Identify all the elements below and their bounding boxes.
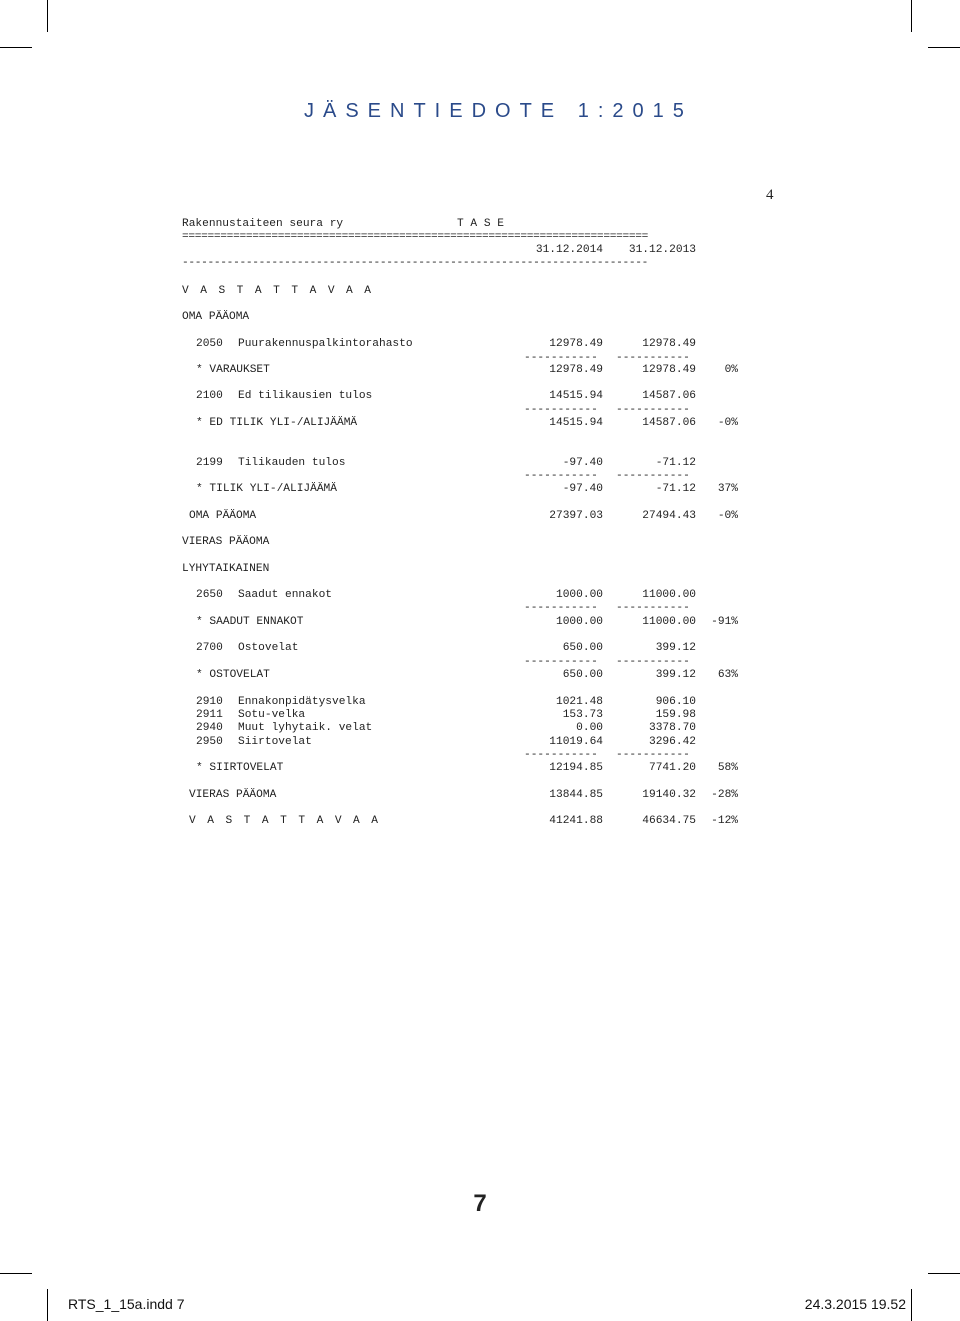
value-2013: -71.12 <box>655 457 696 469</box>
change-percent: -0% <box>717 417 738 429</box>
account-code: 2050 <box>196 338 223 350</box>
crop-mark <box>911 1289 912 1321</box>
row-label: Ed tilikausien tulos <box>238 390 373 402</box>
row-label: * TILIK YLI-/ALIJÄÄMÄ <box>196 483 337 495</box>
row-label: Saadut ennakot <box>238 589 332 601</box>
value-2013: 19140.32 <box>642 789 696 801</box>
subtotal-rule: ----------- <box>616 656 690 668</box>
account-code: 2100 <box>196 390 223 402</box>
value-2013: 12978.49 <box>642 338 696 350</box>
value-2013: 906.10 <box>655 696 696 708</box>
subtotal-rule: ----------- <box>524 602 598 614</box>
account-code: 2911 <box>196 709 223 721</box>
subtotal-rule: ----------- <box>524 470 598 482</box>
newsletter-header: JÄSENTIEDOTE 1:2015 <box>304 100 693 122</box>
double-rule: ========================================================================= <box>182 231 649 243</box>
page-number: 7 <box>473 1190 487 1217</box>
change-percent: 58% <box>717 762 738 774</box>
change-percent: 37% <box>717 483 738 495</box>
value-2013: 3296.42 <box>649 736 696 748</box>
value-2014: 13844.85 <box>549 789 603 801</box>
subtotal-rule: ----------- <box>524 749 598 761</box>
row-label: Ennakonpidätysvelka <box>238 696 366 708</box>
account-code: 2950 <box>196 736 223 748</box>
value-2013: 3378.70 <box>649 722 696 734</box>
subtotal-rule: ----------- <box>616 749 690 761</box>
value-2013: 14587.06 <box>642 417 696 429</box>
account-code: 2650 <box>196 589 223 601</box>
value-2013: 27494.43 <box>642 510 696 522</box>
subtotal-rule: ----------- <box>616 602 690 614</box>
crop-mark <box>928 47 960 48</box>
account-code: 2199 <box>196 457 223 469</box>
subtotal-rule: ----------- <box>616 470 690 482</box>
crop-mark <box>0 1273 32 1274</box>
subtotal-rule: ----------- <box>616 404 690 416</box>
row-label: Muut lyhytaik. velat <box>238 722 373 734</box>
value-2013: 159.98 <box>655 709 696 721</box>
value-2014: 11019.64 <box>549 736 603 748</box>
row-label: OMA PÄÄOMA <box>182 311 250 323</box>
value-2013: -71.12 <box>655 483 696 495</box>
crop-mark <box>47 0 48 32</box>
value-2014: 1021.48 <box>556 696 603 708</box>
account-code: 2940 <box>196 722 223 734</box>
value-2014: 27397.03 <box>549 510 603 522</box>
value-2013: 399.12 <box>655 669 696 681</box>
row-label: * SAADUT ENNAKOT <box>196 616 304 628</box>
row-label: V A S T A T T A V A A <box>189 815 381 827</box>
value-2013: 11000.00 <box>642 616 696 628</box>
value-2014: 41241.88 <box>549 815 603 827</box>
value-2014: 14515.94 <box>549 390 603 402</box>
column-date-2014: 31.12.2014 <box>535 244 603 256</box>
value-2013: 399.12 <box>655 642 696 654</box>
footer-file: RTS_1_15a.indd 7 <box>68 1296 185 1312</box>
row-label: OMA PÄÄOMA <box>189 510 257 522</box>
value-2014: 650.00 <box>562 642 603 654</box>
value-2014: -97.40 <box>562 457 603 469</box>
crop-mark <box>0 47 32 48</box>
crop-mark <box>928 1273 960 1274</box>
row-label: VIERAS PÄÄOMA <box>189 789 277 801</box>
report-title: T A S E <box>457 218 504 230</box>
footer-timestamp: 24.3.2015 19.52 <box>804 1296 906 1312</box>
single-rule: ------------------------------------------------------------------------- <box>182 257 649 269</box>
subtotal-rule: ----------- <box>524 352 598 364</box>
row-label: LYHYTAIKAINEN <box>182 563 270 575</box>
value-2014: 650.00 <box>562 669 603 681</box>
crop-mark <box>911 0 912 32</box>
change-percent: -0% <box>717 510 738 522</box>
value-2014: 12978.49 <box>549 364 603 376</box>
value-2014: 153.73 <box>562 709 603 721</box>
change-percent: -91% <box>711 616 738 628</box>
side-number: 4 <box>766 187 774 203</box>
row-label: Tilikauden tulos <box>238 457 346 469</box>
account-code: 2910 <box>196 696 223 708</box>
subtotal-rule: ----------- <box>524 656 598 668</box>
row-label: Sotu-velka <box>238 709 306 721</box>
org-name: Rakennustaiteen seura ry <box>182 218 344 230</box>
row-label: * ED TILIK YLI-/ALIJÄÄMÄ <box>196 417 358 429</box>
row-label: V A S T A T T A V A A <box>182 285 374 297</box>
value-2013: 7741.20 <box>649 762 696 774</box>
change-percent: 0% <box>724 364 738 376</box>
subtotal-rule: ----------- <box>616 352 690 364</box>
value-2014: 0.00 <box>576 722 603 734</box>
subtotal-rule: ----------- <box>524 404 598 416</box>
row-label: * VARAUKSET <box>196 364 270 376</box>
value-2013: 46634.75 <box>642 815 696 827</box>
value-2014: -97.40 <box>562 483 603 495</box>
value-2014: 12978.49 <box>549 338 603 350</box>
change-percent: -12% <box>711 815 738 827</box>
row-label: Siirtovelat <box>238 736 312 748</box>
value-2014: 1000.00 <box>556 589 603 601</box>
crop-mark <box>47 1289 48 1321</box>
value-2013: 14587.06 <box>642 390 696 402</box>
row-label: Ostovelat <box>238 642 299 654</box>
value-2013: 12978.49 <box>642 364 696 376</box>
account-code: 2700 <box>196 642 223 654</box>
value-2013: 11000.00 <box>642 589 696 601</box>
value-2014: 12194.85 <box>549 762 603 774</box>
change-percent: 63% <box>717 669 738 681</box>
value-2014: 14515.94 <box>549 417 603 429</box>
row-label: Puurakennuspalkintorahasto <box>238 338 413 350</box>
row-label: * OSTOVELAT <box>196 669 270 681</box>
value-2014: 1000.00 <box>556 616 603 628</box>
row-label: VIERAS PÄÄOMA <box>182 536 270 548</box>
change-percent: -28% <box>711 789 738 801</box>
row-label: * SIIRTOVELAT <box>196 762 284 774</box>
column-date-2013: 31.12.2013 <box>628 244 696 256</box>
